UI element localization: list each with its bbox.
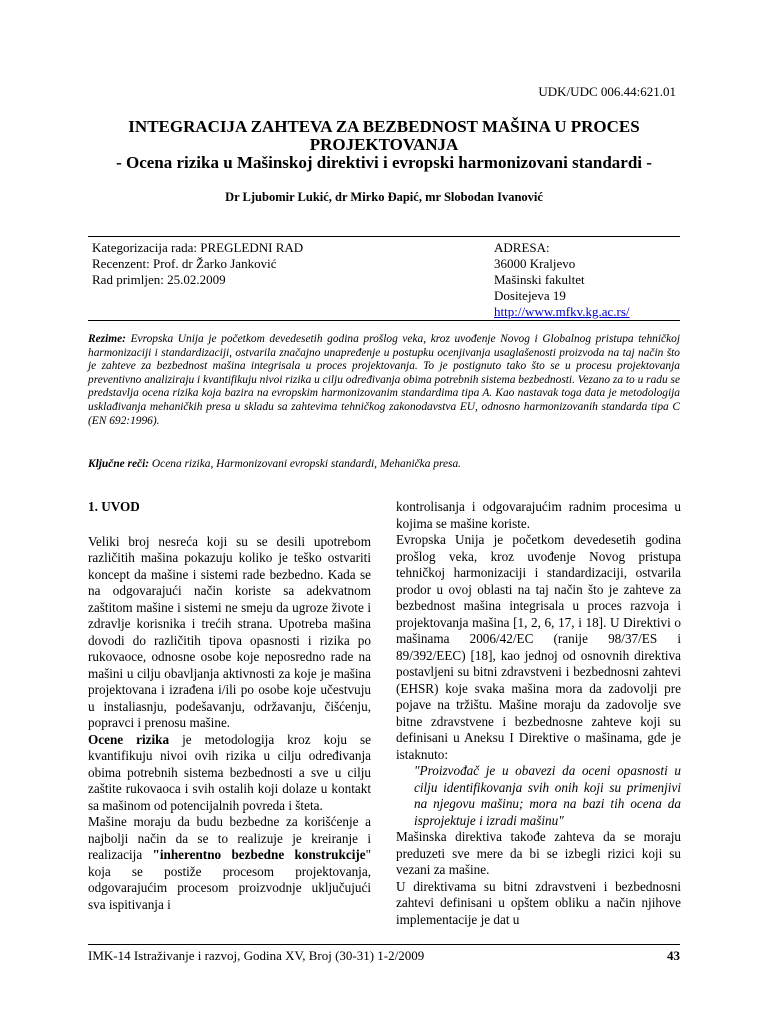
left-column bbox=[88, 499, 371, 913]
footer-rule bbox=[88, 944, 680, 945]
udc-code: UDK/UDC 006.44:621.01 bbox=[538, 84, 676, 99]
abstract bbox=[88, 333, 680, 428]
journal-info: IMK-14 Istraživanje i razvoj, Godina XV, Broj (30-31) 1-2/2009 bbox=[88, 948, 425, 963]
paper-metadata bbox=[92, 240, 303, 288]
address-city: 36000 Kraljevo bbox=[494, 256, 576, 271]
section-heading: 1. UVOD bbox=[88, 499, 140, 514]
paragraph: Ocene rizika je metodologija kroz koju se kvantifikuju nivoi ovih rizika u cilju određivanja obima potrebnih sistema bezbednosti a sve u cilju zaštite rukovaoca i svih ostalih koji dolaze u kontakt sa mašinom od potencijalnih povreda i šteta. bbox=[88, 731, 371, 813]
received-date: Rad primljen: 25.02.2009 bbox=[92, 272, 226, 287]
emphasis: Ocene rizika bbox=[88, 731, 170, 747]
emphasis: "inherentno bezbedne konstrukcije bbox=[152, 847, 366, 862]
abstract-text: Evropska Unija je početkom devedesetih godina prošlog veka, kroz uvođenje Novog i Globalnog pristupa tehničkoj harmonizaciji i standardizaciji, ostvarila značajno unapređenje u postupku ocenjivanja usaglašenosti proizvoda na taj način što je zahteve za bezbednost mašina integrisala u proces projektovanja. To je postignuto tako što se u procesu projektovanja preventivno analiziraju i kvantifikuju nivoi rizika u cilju određivanja obima potrebnih sistema bezbednosti. Vezano za to u radu se predstavlja ocena rizika koja bazira na evropskim harmonizovanim standardima tipa A. Kao nastavak toga data je metodologija usklađivanja mehaničkih presa u skladu sa zahtevima tehničkog zakonodavstva EU, odnosno harmonizovanih standarda tipa C (EN 692:1996). bbox=[88, 333, 680, 427]
right-column bbox=[396, 499, 681, 928]
address-faculty: Mašinski fakultet bbox=[494, 272, 585, 287]
top-rule bbox=[88, 236, 680, 237]
address-street: Dositejeva 19 bbox=[494, 288, 566, 303]
reviewer: Recenzent: Prof. dr Žarko Janković bbox=[92, 256, 277, 271]
directive-quote: "Proizvođač je u obavezi da oceni opasnosti u cilju identifikovanja svih onih koji su primenjivi na njegovu mašinu; mora na bazi tih ocena da isprojektuje i izradi mašinu" bbox=[414, 763, 681, 828]
keywords-text: Ocena rizika, Harmonizovani evropski standardi, Mehanička presa. bbox=[151, 458, 462, 470]
paragraph: Veliki broj nesreća koji su se desili upotrebom različitih mašina pokazuju koliko je teško ostvariti koncept da mašine i sistemi rade bezbedno. Kada se na odgovarajući način koriste sa adekvatnom zaštitom mašine i sistemi ne smeju da ugroze živote i zdravlje korisnika i trećih strana. Upotreba mašina dovodi do različitih tipova opasnosti i rizika po rukovaoce, odnosne osobe koje neposredno rade na mašini u cilju obavljanja aktivnosti za koje je mašina projektovana i izrađena i/ili po osobe koje učestvuju u instaliasnju, podešavanju, održavanju, čišćenju, popravci i prenosu mašine. bbox=[88, 533, 371, 730]
paragraph: Evropska Unija je početkom devedesetih godina prošlog veka, kroz uvođenje Novog pristupa tehničkoj harmonizaciji i standardizaciji, ostvarila prodor u ovoj oblasti na taj način što je zahteve za bezbednost mašina integrisala u proces razvoja i projektovanja mašina [1, 2, 6, 17, i 18]. U Direktivi o mašinama 2006/42/EC (ranije 98/37/ES i 89/392/EEC) [18], kao jednoj od osnovnih direktiva postavljeni su bitni zdravstveni i bezbednosni zahtevi (EHSR) koje svaka mašina mora da zadovolji pre pojave na tržištu. Mašine moraju da zadovolje sve bitne zdravstvene i bezbednosne zahteve koji su definisani u Aneksu I Direktive o mašinama, gde je istaknuto: bbox=[396, 532, 681, 762]
paragraph: Mašine moraju da budu bezbedne za korišćenje a najbolji način da se to realizuje je kreiranje i realizacija "inherentno bezbedne konstrukcije" koja se postiže procesom projektovanja, odgovarajućim procesom proizvodnje uključujući sva ispitivanja i bbox=[88, 814, 371, 912]
address-block bbox=[494, 240, 630, 320]
paper-subtitle: - Ocena rizika u Mašinskoj direktivi i evropski harmonizovani standardi - bbox=[116, 153, 652, 172]
keywords-label: Ključne reči: bbox=[88, 458, 150, 470]
keywords bbox=[88, 458, 680, 470]
category: Kategorizacija rada: PREGLEDNI RAD bbox=[92, 240, 304, 255]
page-footer bbox=[88, 948, 680, 964]
paper-title: INTEGRACIJA ZAHTEVA ZA BEZBEDNOST MAŠINA U PROCES PROJEKTOVANJA bbox=[128, 117, 640, 154]
authors: Dr Ljubomir Lukić, dr Mirko Đapić, mr Slobodan Ivanović bbox=[225, 190, 543, 204]
address-label: ADRESA: bbox=[494, 240, 550, 255]
website-link[interactable]: http://www.mfkv.kg.ac.rs/ bbox=[494, 304, 630, 319]
abstract-label: Rezime: bbox=[88, 333, 126, 345]
page-number: 43 bbox=[667, 948, 680, 963]
paragraph: kontrolisanja i odgovarajućim radnim procesima u kojima se mašine koriste. bbox=[396, 499, 681, 531]
bottom-rule bbox=[88, 320, 680, 321]
paragraph: Mašinska direktiva takođe zahteva da se moraju preduzeti sve mere da bi se izbegli rizici koji su vezani za mašine. bbox=[396, 829, 681, 877]
paragraph: U direktivama su bitni zdravstveni i bezbednosni zahtevi definisani u opštem obliku a način njihove implementacije je dat u bbox=[396, 878, 681, 927]
